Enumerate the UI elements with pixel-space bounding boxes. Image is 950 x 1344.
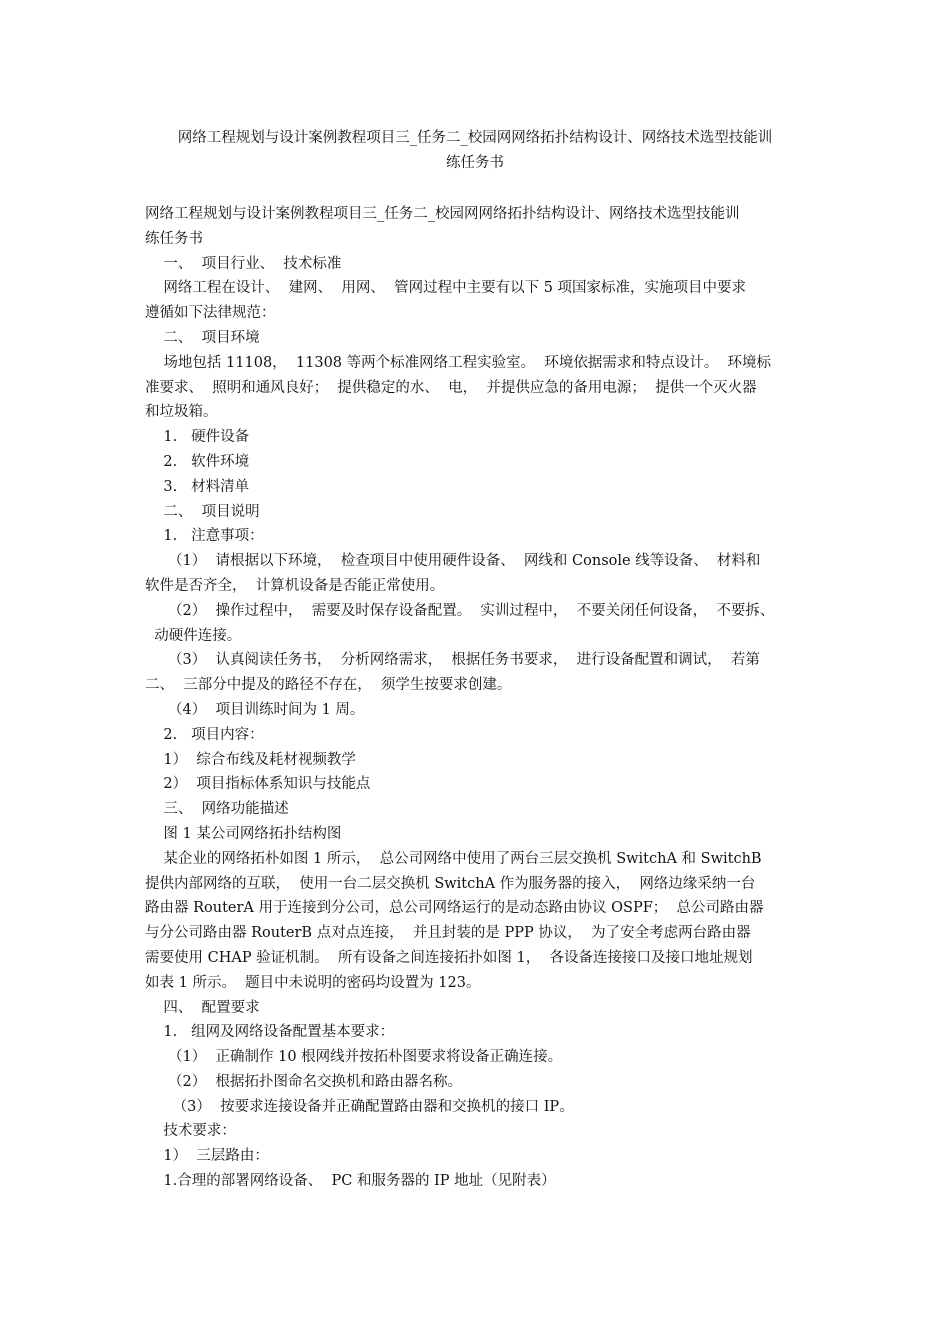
paragraph-line: 二、 项目说明 bbox=[145, 503, 260, 520]
paragraph-line: 1） 三层路由： bbox=[145, 1148, 269, 1165]
paragraph-line: 1. 注意事项： bbox=[145, 528, 264, 545]
paragraph-line: 1.合理的部署网络设备、 PC 和服务器的 IP 地址（见附表） bbox=[145, 1173, 556, 1190]
paragraph-line: 提供内部网络的互联， 使用一台二层交换机 SwitchA 作为服务器的接入， 网络边缘采纳一台 bbox=[145, 875, 756, 892]
paragraph-line: 1. 硬件设备 bbox=[145, 429, 250, 446]
paragraph-line: （4） 项目训练时间为 1 周。 bbox=[145, 701, 365, 718]
paragraph-line: （3） 认真阅读任务书， 分析网络需求， 根据任务书要求， 进行设备配置和调试， 若第 bbox=[145, 652, 760, 669]
paragraph-line: 技术要求： bbox=[145, 1123, 236, 1140]
paragraph-line: 2. 软件环境 bbox=[145, 453, 250, 470]
title-line: 网络工程规划与设计案例教程项目三_任务二_校园网网络拓扑结构设计、网络技术选型技能训 bbox=[177, 130, 773, 146]
paragraph-line: 三、 网络功能描述 bbox=[145, 801, 289, 818]
paragraph-line: 准要求、 照明和通风良好； 提供稳定的水、 电， 并提供应急的备用电源； 提供一个灭火器 bbox=[145, 379, 757, 396]
paragraph-line: 和垃圾箱。 bbox=[145, 404, 218, 421]
paragraph-line: 练任务书 bbox=[145, 230, 203, 247]
paragraph-line: （3） 按要求连接设备并正确配置路由器和交换机的接口 IP。 bbox=[145, 1098, 574, 1115]
paragraph-line: （2） 操作过程中， 需要及时保存设备配置。 实训过程中， 不要关闭任何设备， 不要拆、 bbox=[145, 602, 775, 619]
paragraph-line: 软件是否齐全， 计算机设备是否能正常使用。 bbox=[145, 577, 445, 594]
paragraph-line: 动硬件连接。 bbox=[145, 627, 242, 644]
paragraph-line: 场地包括 11108， 11308 等两个标准网络工程实验室。 环境依据需求和特点设计。 环境标 bbox=[145, 354, 772, 371]
paragraph-line: （2） 根据拓扑图命名交换机和路由器名称。 bbox=[145, 1073, 462, 1090]
paragraph-line: 1. 组网及网络设备配置基本要求： bbox=[145, 1024, 395, 1041]
paragraph-line: 四、 配置要求 bbox=[145, 999, 260, 1016]
paragraph-line: 路由器 RouterA 用于连接到分公司，总公司网络运行的是动态路由协议 OSPF； 总公司路由器 bbox=[145, 900, 764, 917]
paragraph-line: 1） 综合布线及耗材视频教学 bbox=[145, 751, 356, 768]
paragraph-line: 网络工程规划与设计案例教程项目三_任务二_校园网网络拓扑结构设计、网络技术选型技能训 bbox=[145, 206, 740, 222]
paragraph-line: 一、 项目行业、 技术标准 bbox=[145, 255, 342, 272]
paragraph-line: 二、 项目环境 bbox=[145, 329, 260, 346]
paragraph-line: 2） 项目指标体系知识与技能点 bbox=[145, 776, 371, 793]
paragraph-line: 需要使用 CHAP 验证机制。 所有设备之间连接拓扑如图 1， 各设备连接接口及接口地址规划 bbox=[145, 949, 753, 966]
paragraph-line: （1） 正确制作 10 根网线并按拓朴图要求将设备正确连接。 bbox=[145, 1049, 563, 1066]
paragraph-line: 二、 三部分中提及的路径不存在， 须学生按要求创建。 bbox=[145, 677, 512, 694]
paragraph-line: 网络工程在设计、 建网、 用网、 管网过程中主要有以下 5 项国家标准，实施项目中要求 bbox=[145, 280, 747, 297]
paragraph-line: 某企业的网络拓朴如图 1 所示， 总公司网络中使用了两台三层交换机 SwitchA 和 SwitchB bbox=[145, 850, 762, 867]
document-body bbox=[145, 202, 810, 1194]
title-line: 练任务书 bbox=[446, 155, 504, 171]
document-title bbox=[140, 126, 810, 176]
paragraph-line: 图 1 某公司网络拓扑结构图 bbox=[145, 825, 342, 842]
paragraph-line: 2. 项目内容： bbox=[145, 726, 264, 743]
paragraph-line: （1） 请根据以下环境， 检查项目中使用硬件设备、 网线和 Console 线等设备、 材料和 bbox=[145, 553, 761, 570]
paragraph-line: 遵循如下法律规范： bbox=[145, 305, 276, 322]
paragraph-line: 如表 1 所示。 题目中未说明的密码均设置为 123。 bbox=[145, 974, 481, 991]
paragraph-line: 与分公司路由器 RouterB 点对点连接， 并且封装的是 PPP 协议， 为了安全考虑两台路由器 bbox=[145, 925, 751, 942]
paragraph-line: 3. 材料清单 bbox=[145, 478, 250, 495]
